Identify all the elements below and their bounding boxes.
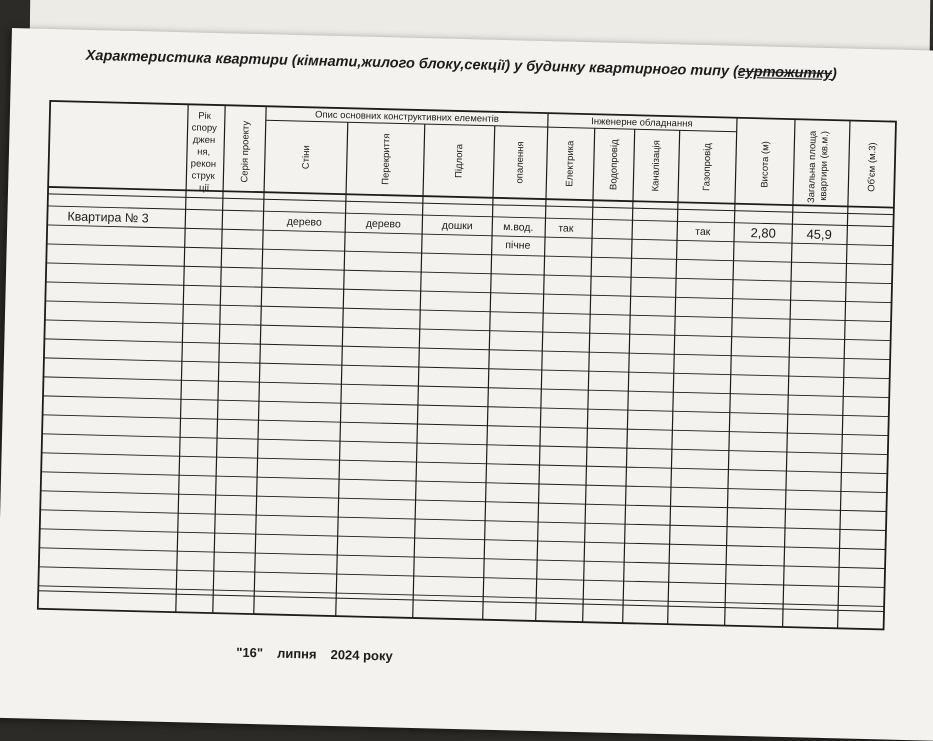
cell-electric: так: [558, 222, 574, 235]
header-engineering-group: Інженерне обладнання: [591, 116, 693, 130]
table-row-line: [40, 510, 886, 531]
table-row-line: [38, 586, 884, 607]
cell-floor: дошки: [441, 219, 473, 233]
date-year: 2024 року: [330, 646, 393, 664]
cell-height: 2,80: [750, 225, 777, 241]
table-row-line: [46, 282, 892, 303]
table-row-line: [44, 358, 890, 379]
table-row-line: [45, 301, 891, 322]
header-water: Водопровід: [608, 139, 621, 191]
header-floor: Підлога: [453, 143, 466, 179]
table-row-line: [43, 377, 889, 398]
cell-gas: так: [695, 225, 711, 239]
header-gas: Газопровід: [701, 143, 714, 192]
table-row-line: [39, 548, 885, 569]
header-year: Рік спору джен ня, рекон струк ції: [190, 110, 217, 194]
header-heating: опалення: [514, 141, 527, 184]
header-electric: Електрика: [564, 140, 577, 187]
header-volume: Об'єм (м.3): [866, 142, 879, 192]
document-title: Характеристика квартири (кімнати,жилого блоку,секції) у будинку квартирного типу (гуртожитку): [85, 47, 837, 83]
table-row-line: [41, 491, 887, 512]
form-sheet: [0, 28, 933, 741]
header-walls: Стіни: [300, 145, 313, 170]
cell-heating-2: пічне: [505, 239, 531, 252]
header-sewer: Каналізація: [650, 139, 663, 192]
table-row-line: [45, 320, 891, 341]
table-row-line: [42, 434, 888, 455]
table-row-line: [40, 529, 886, 550]
table-row-line: [39, 567, 885, 588]
characteristics-table: [0, 28, 912, 690]
cell-area: 45,9: [806, 226, 833, 243]
table-row-line: [43, 415, 889, 436]
table-row-line: [42, 453, 888, 474]
header-series: Серія проекту: [239, 120, 252, 183]
table-row-line: [43, 396, 889, 417]
cell-walls: дерево: [286, 215, 322, 229]
header-structure-group: Опис основних конструктивних елементів: [314, 109, 499, 125]
table-row-line: [44, 339, 890, 360]
date-day: "16": [236, 644, 264, 661]
signature-date: [221, 629, 407, 679]
cell-heating: м.вод.: [503, 221, 534, 234]
header-ceilings: Перекриття: [380, 133, 393, 185]
header-area: Загальна площа квартири (кв.м.): [805, 130, 831, 204]
date-month: липня: [276, 645, 317, 662]
table-row-line: [41, 472, 887, 493]
cell-ceilings: дерево: [365, 217, 401, 231]
header-height: Висота (м): [759, 141, 772, 188]
apartment-name: Квартира № 3: [67, 209, 149, 226]
table-row-line: [46, 263, 892, 284]
table-row-lines: [38, 206, 893, 607]
table-row-line: [47, 244, 893, 265]
